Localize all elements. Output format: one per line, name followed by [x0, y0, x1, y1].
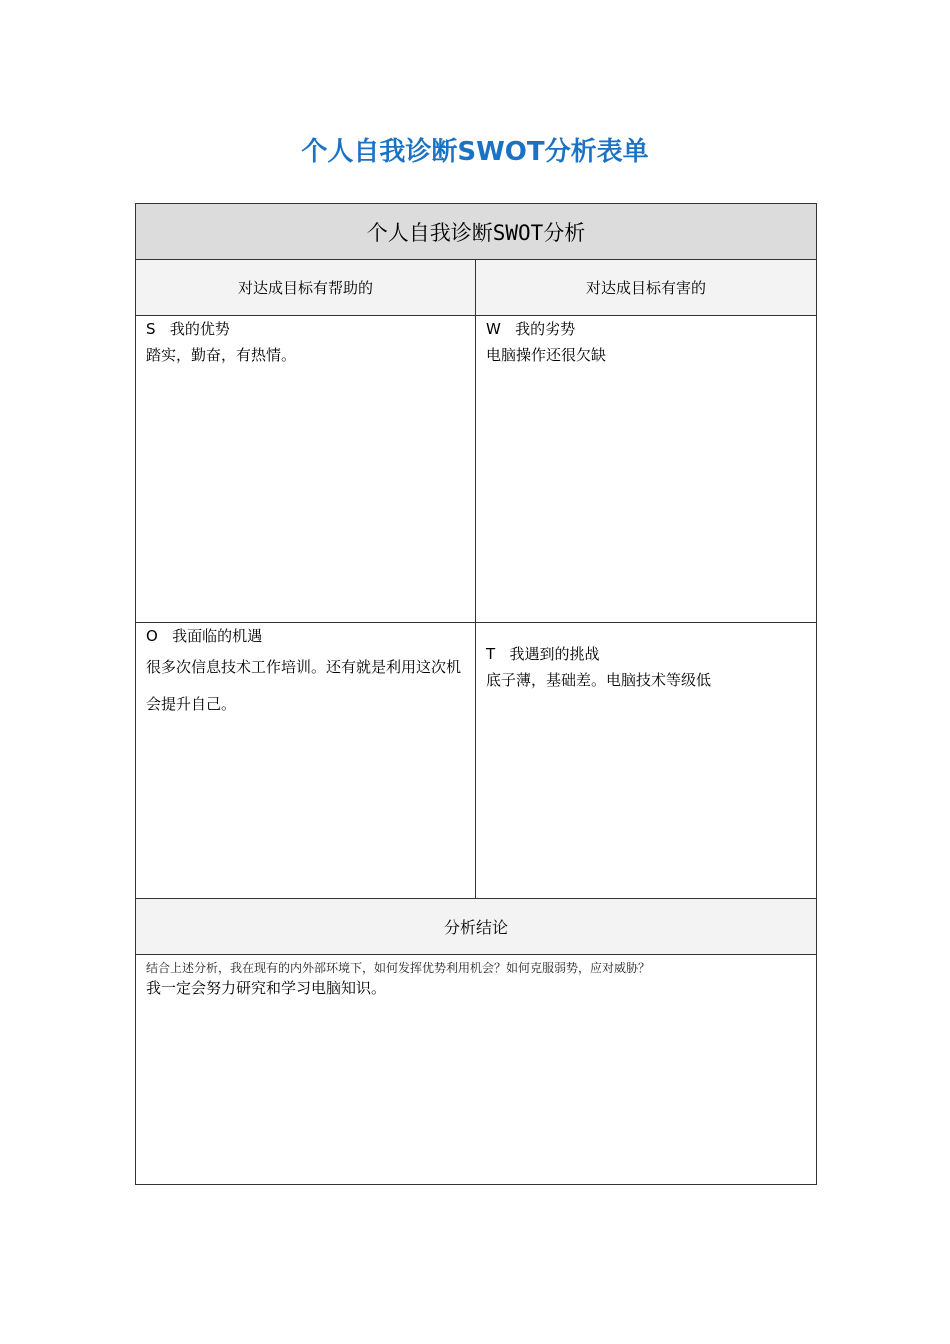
weaknesses-cell[interactable] [476, 316, 817, 623]
strengths-cell[interactable] [136, 316, 476, 623]
weaknesses-heading: W 我的劣势 [486, 320, 576, 338]
document-title: 个人自我诊断SWOT分析表单 [301, 137, 649, 167]
conclusion-prompt: 结合上述分析，我在现有的内外部环境下，如何发挥优势利用机会？如何克服弱势，应对威胁？ [146, 961, 651, 975]
opportunities-text: 很多次信息技术工作培训。还有就是利用这次机会提升自己。 [146, 658, 462, 713]
harmful-column-header: 对达成目标有害的 [476, 260, 817, 316]
strengths-text: 踏实，勤奋，有热情。 [146, 346, 297, 364]
weaknesses-text: 电脑操作还很欠缺 [486, 346, 607, 364]
opportunities-cell[interactable] [136, 623, 476, 899]
strengths-heading: S 我的优势 [146, 320, 230, 338]
conclusion-cell[interactable] [136, 955, 817, 1185]
opportunities-heading: O 我面临的机遇 [146, 627, 263, 645]
threats-cell[interactable] [476, 623, 817, 899]
table-header: 个人自我诊断SWOT分析 [136, 204, 817, 260]
conclusion-answer: 我一定会努力研究和学习电脑知识。 [146, 979, 387, 997]
conclusion-header: 分析结论 [136, 899, 817, 955]
swot-table [135, 203, 817, 1185]
helpful-column-header: 对达成目标有帮助的 [136, 260, 476, 316]
threats-text: 底子薄，基础差。电脑技术等级低 [486, 671, 712, 689]
threats-heading: T 我遇到的挑战 [486, 645, 600, 663]
